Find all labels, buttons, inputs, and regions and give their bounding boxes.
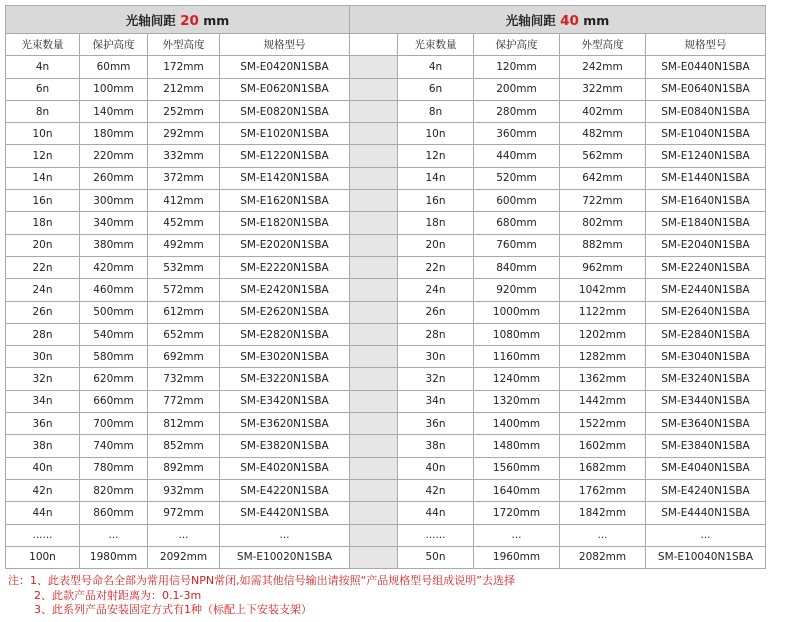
table-row <box>6 390 350 412</box>
table-row <box>350 413 766 435</box>
row-spacer <box>350 457 398 479</box>
table-row <box>6 524 350 546</box>
cell-beams: 28n <box>6 323 80 345</box>
cell-protect-height: 620mm <box>80 368 148 390</box>
cell-beams: 44n <box>6 502 80 524</box>
cell-model: SM-E3640N1SBA <box>646 413 766 435</box>
cell-beams: 12n <box>398 145 474 167</box>
table-row <box>6 145 350 167</box>
row-spacer <box>350 390 398 412</box>
cell-model: SM-E2040N1SBA <box>646 234 766 256</box>
cell-beams: 28n <box>398 323 474 345</box>
cell-protect-height: 460mm <box>80 279 148 301</box>
cell-protect-height: 1980mm <box>80 546 148 568</box>
cell-protect-height: 1640mm <box>474 479 560 501</box>
table-row <box>6 212 350 234</box>
cell-outer-height: 172mm <box>148 56 220 78</box>
col-header-protect-height: 保护高度 <box>474 34 560 56</box>
title-spacing-value: 20 <box>180 12 199 29</box>
cell-model: SM-E4220N1SBA <box>220 479 350 501</box>
cell-outer-height: 1362mm <box>560 368 646 390</box>
footnote-1: 注：1、此表型号命名全部为常用信号NPN常闭,如需其他信号输出请按照“产品规格型号组成说明”去选择 <box>8 574 515 587</box>
cell-model: SM-E1040N1SBA <box>646 123 766 145</box>
row-spacer <box>350 346 398 368</box>
row-spacer <box>350 56 398 78</box>
cell-model: SM-E3240N1SBA <box>646 368 766 390</box>
cell-beams: 24n <box>398 279 474 301</box>
table-row <box>6 346 350 368</box>
cell-model: SM-E1820N1SBA <box>220 212 350 234</box>
cell-model: SM-E4040N1SBA <box>646 457 766 479</box>
cell-model: SM-E0420N1SBA <box>220 56 350 78</box>
cell-beams: 8n <box>398 100 474 122</box>
col-header-beams: 光束数量 <box>6 34 80 56</box>
table-row <box>350 234 766 256</box>
cell-protect-height: 500mm <box>80 301 148 323</box>
table-row <box>350 167 766 189</box>
cell-beams: 14n <box>6 167 80 189</box>
cell-outer-height: 242mm <box>560 56 646 78</box>
table-row <box>350 368 766 390</box>
cell-outer-height: 1122mm <box>560 301 646 323</box>
cell-beams: 36n <box>6 413 80 435</box>
cell-beams: 18n <box>6 212 80 234</box>
row-spacer <box>350 279 398 301</box>
cell-protect-height: 1320mm <box>474 390 560 412</box>
cell-beams: 36n <box>398 413 474 435</box>
table-row <box>6 479 350 501</box>
cell-protect-height: 1960mm <box>474 546 560 568</box>
cell-outer-height: 292mm <box>148 123 220 145</box>
cell-outer-height: 892mm <box>148 457 220 479</box>
table-row <box>6 167 350 189</box>
cell-protect-height: 200mm <box>474 78 560 100</box>
cell-outer-height: 252mm <box>148 100 220 122</box>
cell-outer-height: 812mm <box>148 413 220 435</box>
table-row <box>6 413 350 435</box>
cell-outer-height: 1042mm <box>560 279 646 301</box>
cell-beams: 32n <box>6 368 80 390</box>
cell-protect-height: 1560mm <box>474 457 560 479</box>
cell-beams: 4n <box>398 56 474 78</box>
cell-beams: 38n <box>6 435 80 457</box>
cell-model: SM-E2020N1SBA <box>220 234 350 256</box>
cell-outer-height: 1202mm <box>560 323 646 345</box>
cell-outer-height: 2092mm <box>148 546 220 568</box>
cell-outer-height: 1282mm <box>560 346 646 368</box>
cell-protect-height: 120mm <box>474 56 560 78</box>
cell-model: SM-E1440N1SBA <box>646 167 766 189</box>
cell-beams: 44n <box>398 502 474 524</box>
cell-outer-height: 372mm <box>148 167 220 189</box>
cell-model: SM-E1640N1SBA <box>646 190 766 212</box>
cell-protect-height: 1000mm <box>474 301 560 323</box>
cell-beams: 40n <box>398 457 474 479</box>
title-unit: mm <box>198 12 230 28</box>
cell-beams: ...... <box>6 524 80 546</box>
cell-beams: 16n <box>398 190 474 212</box>
title-spacing-value: 40 <box>560 12 579 29</box>
cell-protect-height: 380mm <box>80 234 148 256</box>
table-row <box>350 123 766 145</box>
col-header-protect-height: 保护高度 <box>80 34 148 56</box>
table-row <box>350 279 766 301</box>
row-spacer <box>350 212 398 234</box>
title-prefix: 光轴间距 <box>125 12 181 28</box>
cell-model: SM-E10040N1SBA <box>646 546 766 568</box>
table-title-row <box>350 6 766 34</box>
cell-outer-height: 1602mm <box>560 435 646 457</box>
cell-outer-height: 972mm <box>148 502 220 524</box>
cell-beams: 8n <box>6 100 80 122</box>
cell-outer-height: 1522mm <box>560 413 646 435</box>
cell-model: ... <box>646 524 766 546</box>
cell-beams: 38n <box>398 435 474 457</box>
cell-protect-height: 660mm <box>80 390 148 412</box>
cell-beams: 10n <box>6 123 80 145</box>
cell-outer-height: 652mm <box>148 323 220 345</box>
table-row <box>6 123 350 145</box>
cell-protect-height: ... <box>474 524 560 546</box>
cell-outer-height: 1442mm <box>560 390 646 412</box>
table-row <box>350 346 766 368</box>
cell-beams: 20n <box>6 234 80 256</box>
cell-outer-height: 852mm <box>148 435 220 457</box>
cell-protect-height: 360mm <box>474 123 560 145</box>
cell-outer-height: 1842mm <box>560 502 646 524</box>
cell-protect-height: 1720mm <box>474 502 560 524</box>
cell-outer-height: 882mm <box>560 234 646 256</box>
table-row <box>350 78 766 100</box>
cell-protect-height: 680mm <box>474 212 560 234</box>
cell-beams: 42n <box>398 479 474 501</box>
cell-model: SM-E1840N1SBA <box>646 212 766 234</box>
cell-outer-height: 692mm <box>148 346 220 368</box>
cell-beams: 20n <box>398 234 474 256</box>
table-row <box>350 323 766 345</box>
cell-outer-height: 802mm <box>560 212 646 234</box>
table-left-panel <box>5 5 350 569</box>
cell-beams: 18n <box>398 212 474 234</box>
cell-model: SM-E2440N1SBA <box>646 279 766 301</box>
cell-model: SM-E3440N1SBA <box>646 390 766 412</box>
cell-model: SM-E3220N1SBA <box>220 368 350 390</box>
cell-model: SM-E0640N1SBA <box>646 78 766 100</box>
footnote-2: 2、此款产品对射距离为：0.1-3m <box>34 588 202 602</box>
column-header-row <box>350 34 766 56</box>
table-row <box>350 256 766 278</box>
cell-beams: 10n <box>398 123 474 145</box>
cell-beams: 6n <box>398 78 474 100</box>
cell-outer-height: 642mm <box>560 167 646 189</box>
row-spacer <box>350 256 398 278</box>
cell-protect-height: 580mm <box>80 346 148 368</box>
table-row <box>350 56 766 78</box>
cell-model: SM-E1420N1SBA <box>220 167 350 189</box>
table-row <box>6 190 350 212</box>
cell-protect-height: 860mm <box>80 502 148 524</box>
cell-protect-height: 260mm <box>80 167 148 189</box>
cell-protect-height: 1080mm <box>474 323 560 345</box>
table-row <box>6 100 350 122</box>
cell-outer-height: 572mm <box>148 279 220 301</box>
row-spacer <box>350 190 398 212</box>
cell-model: SM-E3040N1SBA <box>646 346 766 368</box>
table-row <box>6 301 350 323</box>
cell-beams: 40n <box>6 457 80 479</box>
cell-model: SM-E3420N1SBA <box>220 390 350 412</box>
cell-beams: 22n <box>6 256 80 278</box>
cell-protect-height: 300mm <box>80 190 148 212</box>
table-row <box>350 502 766 524</box>
title-prefix: 光轴间距 <box>505 12 561 28</box>
table-row <box>6 56 350 78</box>
cell-outer-height: 962mm <box>560 256 646 278</box>
col-header-outer-height: 外型高度 <box>148 34 220 56</box>
footnote-3: 3、此系列产品安装固定方式有1种（标配上下安装支架） <box>34 603 312 616</box>
row-spacer <box>350 435 398 457</box>
table-row <box>6 502 350 524</box>
cell-beams: 4n <box>6 56 80 78</box>
table-row <box>350 435 766 457</box>
row-spacer <box>350 413 398 435</box>
cell-outer-height: 452mm <box>148 212 220 234</box>
cell-beams: 100n <box>6 546 80 568</box>
cell-outer-height: 612mm <box>148 301 220 323</box>
cell-protect-height: 340mm <box>80 212 148 234</box>
cell-protect-height: 840mm <box>474 256 560 278</box>
cell-model: SM-E1620N1SBA <box>220 190 350 212</box>
cell-outer-height: 332mm <box>148 145 220 167</box>
cell-model: SM-E1020N1SBA <box>220 123 350 145</box>
table-row <box>350 212 766 234</box>
cell-outer-height: 562mm <box>560 145 646 167</box>
cell-protect-height: 780mm <box>80 457 148 479</box>
cell-protect-height: 920mm <box>474 279 560 301</box>
column-header-row <box>6 34 350 56</box>
cell-model: SM-E0620N1SBA <box>220 78 350 100</box>
table-row <box>6 368 350 390</box>
table-row <box>6 435 350 457</box>
cell-beams: 14n <box>398 167 474 189</box>
row-spacer <box>350 167 398 189</box>
cell-outer-height: 482mm <box>560 123 646 145</box>
cell-model: SM-E3820N1SBA <box>220 435 350 457</box>
cell-protect-height: 100mm <box>80 78 148 100</box>
col-header-model: 规格型号 <box>646 34 766 56</box>
cell-model: SM-E1240N1SBA <box>646 145 766 167</box>
cell-outer-height: 492mm <box>148 234 220 256</box>
table-title <box>6 6 350 34</box>
cell-outer-height: 1682mm <box>560 457 646 479</box>
table-title-row <box>6 6 350 34</box>
cell-beams: ...... <box>398 524 474 546</box>
cell-outer-height: 2082mm <box>560 546 646 568</box>
row-spacer <box>350 546 398 568</box>
table-row <box>6 546 350 568</box>
cell-outer-height: 402mm <box>560 100 646 122</box>
row-spacer <box>350 145 398 167</box>
row-spacer <box>350 234 398 256</box>
col-header-beams: 光束数量 <box>398 34 474 56</box>
table-title <box>350 6 766 34</box>
footnotes <box>8 574 515 618</box>
cell-protect-height: 540mm <box>80 323 148 345</box>
table-row <box>6 234 350 256</box>
cell-protect-height: 600mm <box>474 190 560 212</box>
cell-beams: 26n <box>398 301 474 323</box>
cell-outer-height: 212mm <box>148 78 220 100</box>
cell-protect-height: 740mm <box>80 435 148 457</box>
cell-beams: 34n <box>6 390 80 412</box>
cell-outer-height: ... <box>148 524 220 546</box>
cell-model: SM-E2240N1SBA <box>646 256 766 278</box>
cell-protect-height: 1400mm <box>474 413 560 435</box>
cell-outer-height: 772mm <box>148 390 220 412</box>
row-spacer <box>350 323 398 345</box>
cell-protect-height: 60mm <box>80 56 148 78</box>
cell-model: SM-E4440N1SBA <box>646 502 766 524</box>
cell-protect-height: 420mm <box>80 256 148 278</box>
row-spacer <box>350 301 398 323</box>
cell-model: SM-E2640N1SBA <box>646 301 766 323</box>
row-spacer <box>350 368 398 390</box>
cell-model: SM-E1220N1SBA <box>220 145 350 167</box>
row-spacer <box>350 479 398 501</box>
table-row <box>350 190 766 212</box>
cell-outer-height: 322mm <box>560 78 646 100</box>
row-spacer <box>350 524 398 546</box>
table-row <box>350 524 766 546</box>
cell-model: SM-E2420N1SBA <box>220 279 350 301</box>
cell-model: SM-E4020N1SBA <box>220 457 350 479</box>
cell-beams: 12n <box>6 145 80 167</box>
cell-beams: 26n <box>6 301 80 323</box>
cell-protect-height: 280mm <box>474 100 560 122</box>
cell-beams: 22n <box>398 256 474 278</box>
table-row <box>6 78 350 100</box>
cell-model: SM-E0820N1SBA <box>220 100 350 122</box>
title-unit: mm <box>578 12 610 28</box>
cell-beams: 16n <box>6 190 80 212</box>
cell-protect-height: 220mm <box>80 145 148 167</box>
cell-outer-height: 732mm <box>148 368 220 390</box>
cell-model: SM-E4240N1SBA <box>646 479 766 501</box>
cell-beams: 24n <box>6 279 80 301</box>
cell-model: SM-E2620N1SBA <box>220 301 350 323</box>
cell-protect-height: 1240mm <box>474 368 560 390</box>
cell-protect-height: 180mm <box>80 123 148 145</box>
cell-model: SM-E3840N1SBA <box>646 435 766 457</box>
spec-table-20mm <box>5 5 350 569</box>
cell-beams: 34n <box>398 390 474 412</box>
cell-model: SM-E0440N1SBA <box>646 56 766 78</box>
table-row <box>350 301 766 323</box>
cell-protect-height: 440mm <box>474 145 560 167</box>
cell-protect-height: 1480mm <box>474 435 560 457</box>
row-spacer <box>350 78 398 100</box>
table-row <box>350 390 766 412</box>
cell-beams: 30n <box>398 346 474 368</box>
cell-model: SM-E2840N1SBA <box>646 323 766 345</box>
cell-beams: 6n <box>6 78 80 100</box>
cell-model: SM-E0840N1SBA <box>646 100 766 122</box>
table-row <box>350 145 766 167</box>
cell-protect-height: 1160mm <box>474 346 560 368</box>
row-spacer <box>350 100 398 122</box>
cell-protect-height: ... <box>80 524 148 546</box>
cell-protect-height: 520mm <box>474 167 560 189</box>
spec-table-40mm <box>349 5 766 569</box>
cell-model: ... <box>220 524 350 546</box>
cell-model: SM-E4420N1SBA <box>220 502 350 524</box>
cell-protect-height: 820mm <box>80 479 148 501</box>
cell-outer-height: 1762mm <box>560 479 646 501</box>
table-row <box>6 279 350 301</box>
row-spacer <box>350 123 398 145</box>
table-row <box>6 256 350 278</box>
header-spacer <box>350 34 398 56</box>
cell-outer-height: 932mm <box>148 479 220 501</box>
cell-beams: 32n <box>398 368 474 390</box>
cell-model: SM-E3020N1SBA <box>220 346 350 368</box>
cell-model: SM-E3620N1SBA <box>220 413 350 435</box>
cell-model: SM-E10020N1SBA <box>220 546 350 568</box>
cell-outer-height: 532mm <box>148 256 220 278</box>
cell-beams: 42n <box>6 479 80 501</box>
cell-protect-height: 140mm <box>80 100 148 122</box>
cell-beams: 50n <box>398 546 474 568</box>
cell-outer-height: ... <box>560 524 646 546</box>
col-header-model: 规格型号 <box>220 34 350 56</box>
cell-beams: 30n <box>6 346 80 368</box>
cell-outer-height: 722mm <box>560 190 646 212</box>
table-row <box>6 323 350 345</box>
cell-model: SM-E2820N1SBA <box>220 323 350 345</box>
table-row <box>350 457 766 479</box>
table-row <box>350 100 766 122</box>
col-header-outer-height: 外型高度 <box>560 34 646 56</box>
table-row <box>6 457 350 479</box>
cell-protect-height: 700mm <box>80 413 148 435</box>
cell-protect-height: 760mm <box>474 234 560 256</box>
table-right-panel <box>349 5 766 569</box>
row-spacer <box>350 502 398 524</box>
cell-outer-height: 412mm <box>148 190 220 212</box>
cell-model: SM-E2220N1SBA <box>220 256 350 278</box>
table-row <box>350 546 766 568</box>
table-row <box>350 479 766 501</box>
